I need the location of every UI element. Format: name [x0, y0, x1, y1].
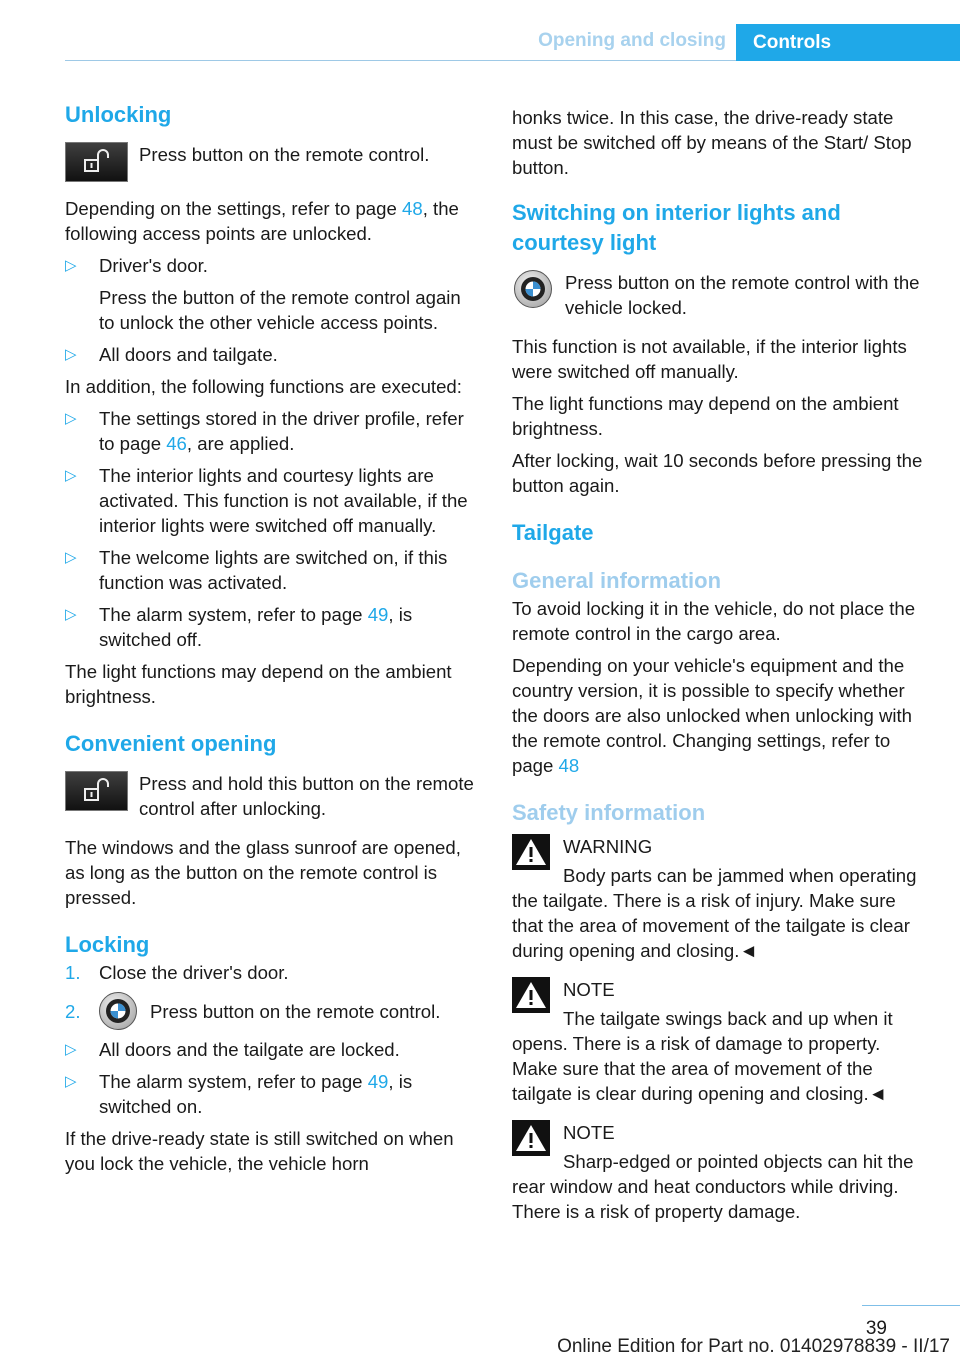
page-link[interactable]: 48	[558, 755, 580, 776]
general-paragraph-1: To avoid locking it in the vehicle, do not place the remote control in the cargo area.	[512, 598, 916, 644]
page-number: 39	[865, 1318, 887, 1339]
list-item-sub: Press the button of the remote control again to unlock the other vehicle access points.	[99, 287, 461, 333]
interior-paragraph-3: After locking, wait 10 seconds before pressing the button again.	[512, 450, 923, 496]
conv-key-text: Press and hold this button on the remote control after unlocking.	[139, 773, 474, 819]
unlocking-paragraph: Depending on the settings, refer to page 48, the following access points are unlocked.	[65, 198, 459, 244]
interior-paragraph-2: The light functions may depend on the ambient brightness.	[512, 393, 899, 439]
list-item: ▷ The alarm system, refer to page 49, is switched on.	[65, 1071, 413, 1117]
bmw-logo-button-icon	[514, 270, 552, 308]
ambient-paragraph: The light functions may depend on the ambient brightness.	[65, 661, 452, 707]
functions-paragraph: In addition, the following functions are executed:	[65, 376, 462, 397]
heading-general-information: General information	[512, 568, 722, 593]
note-text: The tailgate swings back and up when it opens. There is a risk of damage to property. Make sure that the area of movement of the tailgate is clear during opening and closing.◄	[512, 1008, 893, 1104]
triangle-bullet-icon: ▷	[65, 346, 77, 363]
triangle-bullet-icon: ▷	[65, 410, 77, 427]
list-item: ▷ The alarm system, refer to page 49, is switched off.	[65, 604, 413, 650]
triangle-bullet-icon: ▷	[65, 257, 77, 274]
triangle-bullet-icon: ▷	[65, 467, 77, 484]
right-column	[512, 100, 927, 1231]
conv-key-row	[65, 771, 475, 821]
list-item: ▷ The settings stored in the driver profile, refer to page 46, are applied.	[65, 408, 464, 454]
honks-paragraph: honks twice. In this case, the drive-ready state must be switched off by means of the Start/ Stop button.	[512, 107, 912, 178]
interior-key-text: Press button on the remote control with the vehicle locked.	[565, 272, 920, 318]
horn-paragraph: If the drive-ready state is still switched on when you lock the vehicle, the vehicle horn	[65, 1128, 454, 1174]
general-paragraph-2: Depending on your vehicle's equipment and the country version, it is possible to specify whether the doors are also unlocked when unlocking with the remote control. Changing settings, refer to page 48	[512, 655, 913, 776]
heading-interior-lights: Switching on interior lights and courtesy light	[512, 200, 841, 255]
warning-triangle-icon	[512, 834, 550, 870]
unlock-button-icon	[65, 771, 128, 811]
footer-edition: Online Edition for Part no. 01402978839 - II/17	[557, 1336, 950, 1357]
unlock-key-row	[65, 142, 475, 182]
tab-controls: Controls	[736, 24, 960, 61]
page-link[interactable]: 49	[367, 604, 389, 625]
triangle-bullet-icon: ▷	[65, 549, 77, 566]
page-link[interactable]: 46	[166, 433, 187, 454]
note-label: NOTE	[563, 979, 615, 1000]
numbered-item: 1. Close the driver's door.	[65, 962, 289, 983]
triangle-bullet-icon: ▷	[65, 1073, 77, 1090]
list-item: ▷ All doors and tailgate.	[65, 344, 278, 365]
numbered-item: 2. Press button on the remote control.	[65, 992, 475, 1030]
note-label: NOTE	[563, 1122, 615, 1143]
list-item: ▷ The interior lights and courtesy lights are activated. This function is not available, if the interior lights were switched off manually.	[65, 465, 468, 536]
interior-key-row	[512, 270, 927, 320]
warning-triangle-icon	[512, 977, 550, 1013]
heading-safety-information: Safety information	[512, 800, 706, 825]
note-text: Sharp-edged or pointed objects can hit the rear window and heat conductors while driving. There is a risk of property damage.	[512, 1151, 914, 1222]
triangle-bullet-icon: ▷	[65, 1041, 77, 1058]
heading-locking: Locking	[65, 932, 150, 957]
bmw-logo-button-icon	[99, 992, 137, 1030]
list-item: ▷ All doors and the tailgate are locked.	[65, 1039, 400, 1060]
interior-paragraph-1: This function is not available, if the interior lights were switched off manually.	[512, 336, 907, 382]
footer-rule	[862, 1305, 960, 1306]
warning-text: Body parts can be jammed when operating the tailgate. There is a risk of injury. Make sure that the area of movement of the tailgate is clear during opening and closing.◄	[512, 865, 917, 961]
list-item: ▷ Driver's door.	[65, 255, 208, 276]
unlock-button-icon	[65, 142, 128, 182]
page-link[interactable]: 48	[402, 198, 423, 219]
list-item: ▷ The welcome lights are switched on, if this function was activated.	[65, 547, 448, 593]
page-link[interactable]: 49	[367, 1071, 389, 1092]
triangle-bullet-icon: ▷	[65, 606, 77, 623]
heading-convenient-opening: Convenient opening	[65, 731, 277, 756]
left-column	[65, 100, 475, 1183]
unlock-key-text: Press button on the remote control.	[139, 144, 430, 165]
convenient-paragraph: The windows and the glass sunroof are opened, as long as the button on the remote control is pressed.	[65, 837, 461, 908]
heading-unlocking: Unlocking	[65, 102, 172, 127]
warning-triangle-icon	[512, 1120, 550, 1156]
heading-tailgate: Tailgate	[512, 520, 594, 545]
warning-label: WARNING	[563, 836, 653, 857]
section-label: Opening and closing	[538, 30, 726, 51]
